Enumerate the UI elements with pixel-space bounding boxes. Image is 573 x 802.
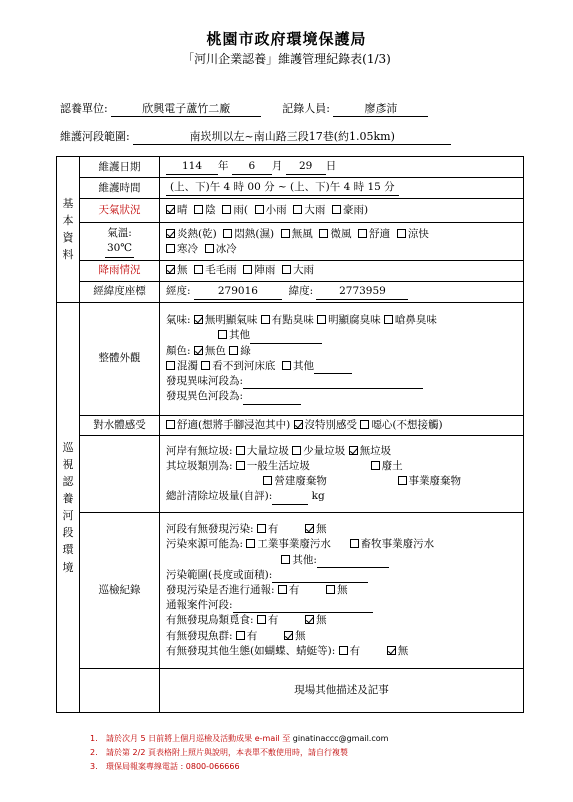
weather-checkbox-rain[interactable] — [222, 205, 231, 214]
note-label: 現場其他描述及記事 — [160, 669, 524, 713]
temp-checkbox-hot-humid[interactable] — [223, 229, 232, 238]
garbage-type-checkbox-industrial[interactable] — [398, 476, 407, 485]
fish-checkbox-no[interactable] — [284, 631, 293, 640]
date-year[interactable]: 114 — [166, 159, 218, 175]
smell-other-input[interactable] — [250, 333, 322, 344]
feel-label: 對水體感受 — [80, 415, 160, 435]
feel-checkbox-neutral[interactable] — [294, 420, 303, 429]
coord-lat-value[interactable]: 2773959 — [316, 284, 408, 300]
color-section-input[interactable] — [243, 394, 301, 405]
temp-value[interactable]: 30℃ — [105, 241, 134, 257]
smell-checkbox-none[interactable] — [194, 315, 203, 324]
table-row — [57, 223, 524, 261]
temp-checkbox-cool[interactable] — [397, 229, 406, 238]
range-line — [60, 128, 451, 145]
garbage-checkbox-small[interactable] — [292, 446, 301, 455]
eco-checkbox-yes[interactable] — [339, 646, 348, 655]
report-section-input[interactable] — [233, 602, 373, 613]
smell-checkbox-other[interactable] — [218, 330, 227, 339]
appearance-label: 整體外觀 — [80, 302, 160, 415]
feel-checkbox-disgust[interactable] — [360, 420, 369, 429]
date-day[interactable]: 29 — [286, 159, 326, 175]
recorder-label: 記錄人員: — [282, 102, 330, 115]
temp-checkbox-cold[interactable] — [166, 244, 175, 253]
page-subtitle: 「河川企業認養」維護管理紀錄表(1/3) — [182, 52, 391, 66]
table-row — [57, 157, 524, 178]
adopt-unit-line — [60, 100, 428, 117]
pollution-checkbox-no[interactable] — [305, 524, 314, 533]
bird-checkbox-yes[interactable] — [257, 615, 266, 624]
patrol-label: 巡檢紀錄 — [80, 513, 160, 669]
weather-label: 天氣狀況 — [80, 199, 160, 223]
record-table — [56, 156, 524, 713]
report-checkbox-yes[interactable] — [278, 585, 287, 594]
color-checkbox-none[interactable] — [194, 346, 203, 355]
list-item: 2. 請於第 2/2 頁表格附上照片與說明，本表單不敷使用時，請自行複製 — [90, 748, 348, 757]
source-checkbox-industrial[interactable] — [246, 539, 255, 548]
recorder-value[interactable]: 廖彥沛 — [333, 100, 428, 117]
time-value[interactable]: (上、下)午 4 時 00 分 ~ (上、下)午 4 時 15 分 — [166, 180, 399, 196]
list-item: 1. 請於次月 5 日前將上個月巡檢及活動成果 e-mail 至 ginatinaccc@gmail.com — [90, 734, 389, 743]
email-link[interactable]: ginatinaccc@gmail.com — [292, 734, 389, 743]
garbage-type-checkbox-household[interactable] — [236, 461, 245, 470]
temp-options: 炎熱(乾) 悶熱(濕) 無風 微風 舒適 涼快 寒冷 冰冷 — [160, 223, 524, 261]
coord-label: 經緯度座標 — [80, 281, 160, 302]
pollution-range-input[interactable] — [272, 572, 368, 583]
patrol-cell: 河段有無發現污染: 有 無 污染來源可能為: 工業事業廢污水 畜牧事業廢污水 其他: 污染範圍(長度或面積): 發現污染是否進行通報: 有 無 通報案件河段: 有無發現鳥類覓食: 有 無 有無發現魚群: 有 無 有無發現其他生態(如蝴蝶、蜻蜓等): 有 無 — [160, 513, 524, 669]
color-checkbox-turbid[interactable] — [166, 361, 175, 370]
garbage-type-checkbox-construction[interactable] — [263, 476, 272, 485]
bird-checkbox-no[interactable] — [305, 615, 314, 624]
coord-cell: 經度: 279016 緯度: 2773959 — [160, 281, 524, 302]
page-title: 桃園市政府環境保護局 — [206, 30, 367, 48]
coord-lng-value[interactable]: 279016 — [194, 284, 282, 300]
rain-checkbox-shower[interactable] — [243, 265, 252, 274]
feel-cell: 舒適(想將手腳浸泡其中) 沒特別感受 噁心(不想接觸) — [160, 415, 524, 435]
temp-label-cell: 氣溫: 30℃ — [80, 223, 160, 261]
rain-label: 降雨情況 — [80, 261, 160, 281]
weather-options: 晴 陰 雨( 小雨 大雨 豪雨) — [160, 199, 524, 223]
temp-checkbox-no-wind[interactable] — [281, 229, 290, 238]
garbage-checkbox-large[interactable] — [236, 446, 245, 455]
temp-checkbox-hot-dry[interactable] — [166, 229, 175, 238]
garbage-type-checkbox-soil[interactable] — [371, 461, 380, 470]
color-other-input[interactable] — [314, 363, 352, 374]
footer-notes — [90, 732, 388, 774]
table-row — [57, 261, 524, 281]
table-row — [57, 281, 524, 302]
adopt-unit-label: 認養單位: — [60, 102, 108, 115]
list-item: 3. 環保局報案專線電話 : 0800-066666 — [90, 762, 240, 771]
table-row — [57, 415, 524, 435]
date-month[interactable]: 6 — [232, 159, 272, 175]
table-row — [57, 436, 524, 513]
color-checkbox-green[interactable] — [229, 346, 238, 355]
garbage-checkbox-none[interactable] — [349, 446, 358, 455]
rain-checkbox-none[interactable] — [166, 265, 175, 274]
time-cell — [160, 178, 524, 199]
date-cell: 114 年 6 月 29 日 — [160, 157, 524, 178]
source-checkbox-other[interactable] — [281, 555, 290, 564]
range-label: 維護河段範圍: — [60, 130, 130, 143]
pollution-checkbox-yes[interactable] — [257, 524, 266, 533]
source-checkbox-livestock[interactable] — [350, 539, 359, 548]
eco-checkbox-no[interactable] — [387, 646, 396, 655]
table-row — [57, 669, 524, 713]
color-checkbox-bottom[interactable] — [201, 361, 210, 370]
adopt-unit-value[interactable]: 欣興電子蘆竹二廠 — [111, 100, 261, 117]
garbage-cell: 河岸有無垃圾: 大量垃圾 少量垃圾 無垃圾 其垃圾類別為: 一般生活垃圾 廢土 營建廢棄物 事業廢棄物 總計清除垃圾量(自評): kg — [160, 436, 524, 513]
smell-checkbox-slight[interactable] — [261, 315, 270, 324]
section-patrol: 巡視認養河段環境 — [57, 302, 80, 712]
table-row — [57, 178, 524, 199]
weather-checkbox-heavy-rain[interactable] — [293, 205, 302, 214]
garbage-total-input[interactable] — [272, 494, 308, 505]
table-row — [57, 513, 524, 669]
smell-checkbox-rotten[interactable] — [317, 315, 326, 324]
rain-checkbox-heavy[interactable] — [282, 265, 291, 274]
table-row — [57, 199, 524, 223]
table-row — [57, 302, 524, 415]
weather-checkbox-light-rain[interactable] — [255, 205, 264, 214]
fish-checkbox-yes[interactable] — [236, 631, 245, 640]
range-value[interactable]: 南崁圳以左~南山路三段17巷(約1.05km) — [133, 128, 451, 145]
odor-section-input[interactable] — [243, 378, 423, 389]
appearance-cell: 氣味: 無明顯氣味 有點臭味 明顯腐臭味 嗆鼻臭味 其他 顏色: 無色 綠 混濁 看不到河床底 其他 發現異味河段為: 發現異色河段為: — [160, 302, 524, 415]
temp-checkbox-comfortable[interactable] — [358, 229, 367, 238]
date-label: 維護日期 — [80, 157, 160, 178]
weather-checkbox-cloudy[interactable] — [194, 205, 203, 214]
temp-checkbox-freezing[interactable] — [205, 244, 214, 253]
feel-checkbox-comfortable[interactable] — [166, 420, 175, 429]
source-other-input[interactable] — [317, 557, 389, 568]
rain-checkbox-drizzle[interactable] — [194, 265, 203, 274]
report-checkbox-no[interactable] — [326, 585, 335, 594]
section-basic: 基本資料 — [57, 157, 80, 303]
temp-checkbox-breeze[interactable] — [319, 229, 328, 238]
time-label: 維護時間 — [80, 178, 160, 199]
weather-checkbox-torrential[interactable] — [332, 205, 341, 214]
rain-options: 無 毛毛雨 陣雨 大雨 — [160, 261, 524, 281]
color-checkbox-other[interactable] — [282, 361, 291, 370]
weather-checkbox-sunny[interactable] — [166, 205, 175, 214]
smell-checkbox-pungent[interactable] — [384, 315, 393, 324]
